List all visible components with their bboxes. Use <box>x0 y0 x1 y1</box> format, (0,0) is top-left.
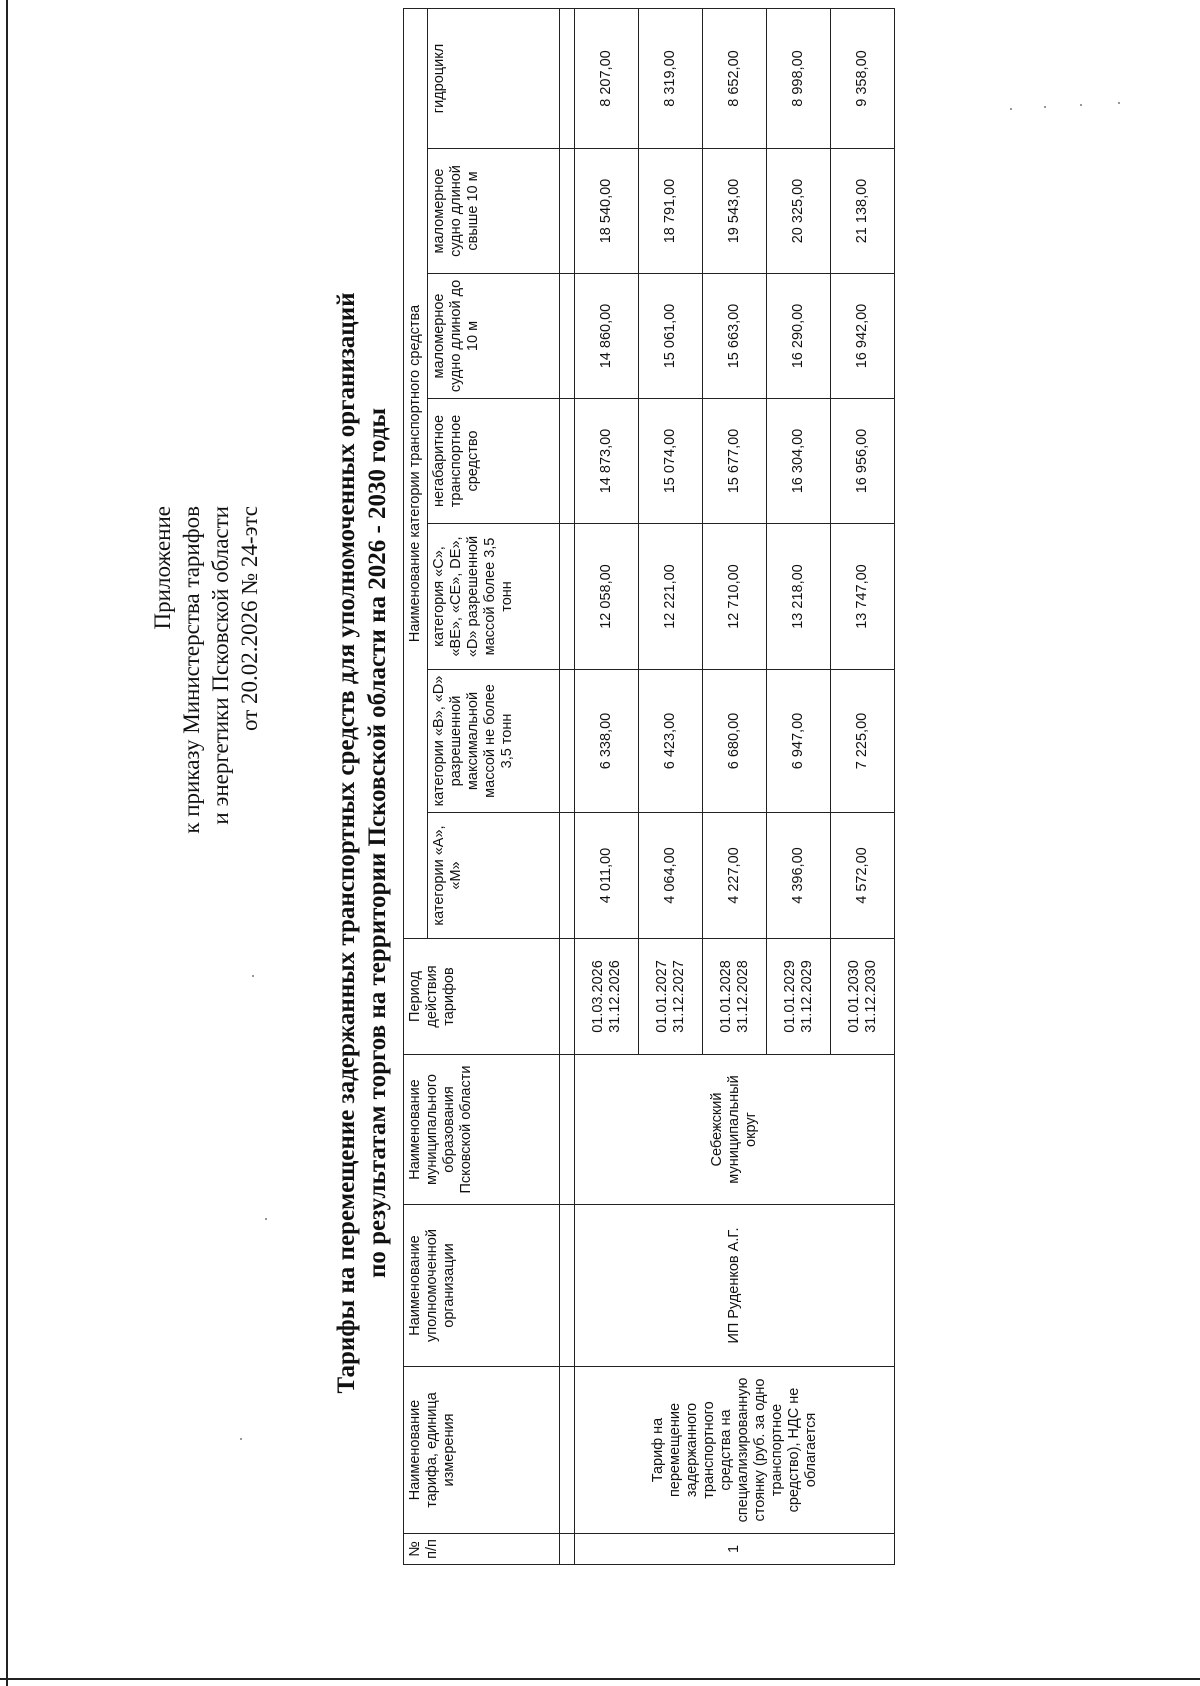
tariff-value: 18 540,00 <box>575 149 639 274</box>
period-start: 01.01.2029 <box>781 960 798 1033</box>
appendix-line-1: Приложение <box>150 506 175 630</box>
period-end: 31.12.2026 <box>606 960 623 1033</box>
period-start: 01.01.2027 <box>653 960 670 1033</box>
tariff-value: 4 064,00 <box>639 813 703 939</box>
tariff-value: 14 873,00 <box>575 399 639 524</box>
tariff-value: 12 221,00 <box>639 524 703 670</box>
tariff-value: 7 225,00 <box>831 670 895 813</box>
row-municipality: Себежский муниципальный округ <box>575 1055 895 1205</box>
tariff-value: 16 956,00 <box>831 399 895 524</box>
tariff-value: 8 998,00 <box>767 9 831 149</box>
tariff-value: 15 061,00 <box>639 274 703 399</box>
tariff-value: 14 860,00 <box>575 274 639 399</box>
period-start: 01.01.2028 <box>717 960 734 1033</box>
scan-speck <box>265 1218 267 1220</box>
header-period: Период действия тарифов <box>404 939 560 1055</box>
tariff-value: 8 207,00 <box>575 9 639 149</box>
header-category-oversized: негабаритное транспортное средство <box>428 399 560 524</box>
tariff-value: 13 747,00 <box>831 524 895 670</box>
scan-speck <box>1010 108 1012 110</box>
tariff-value: 20 325,00 <box>767 149 831 274</box>
tariff-value: 12 058,00 <box>575 524 639 670</box>
header-organization: Наименование уполномоченной организации <box>404 1205 560 1367</box>
tariff-value: 4 227,00 <box>703 813 767 939</box>
table-row <box>575 9 639 1565</box>
appendix-line-4: от 20.02.2026 № 24-этс <box>237 506 262 732</box>
tariff-value: 9 358,00 <box>831 9 895 149</box>
tariff-value: 8 319,00 <box>639 9 703 149</box>
header-category-jet-ski: гидроцикл <box>428 9 560 149</box>
table-spacer-row <box>560 9 575 1565</box>
tariff-value: 6 338,00 <box>575 670 639 813</box>
header-category-small-boat-over-10m: маломерное судно длиной свыше 10 м <box>428 149 560 274</box>
tariff-value: 19 543,00 <box>703 149 767 274</box>
tariff-value: 4 011,00 <box>575 813 639 939</box>
header-category-a-m: категории «А», «М» <box>428 813 560 939</box>
tariff-value: 6 680,00 <box>703 670 767 813</box>
period-end: 31.12.2030 <box>862 960 879 1033</box>
header-categories-group: Наименование категории транспортного средства <box>404 9 428 939</box>
scan-speck <box>1118 102 1120 104</box>
period-cell <box>639 939 703 1055</box>
tariff-value: 18 791,00 <box>639 149 703 274</box>
tariff-value: 16 942,00 <box>831 274 895 399</box>
row-tariff-name: Тариф на перемещение задержанного транспортного средства на специализированную стоянку (руб. за одно транспортное средство), НДС не облагается <box>575 1367 895 1534</box>
header-municipality: Наименование муниципального образования Псковской области <box>404 1055 560 1205</box>
tariff-value: 6 423,00 <box>639 670 703 813</box>
tariff-value: 6 947,00 <box>767 670 831 813</box>
tariff-value: 15 074,00 <box>639 399 703 524</box>
period-end: 31.12.2027 <box>670 960 687 1033</box>
tariffs-table <box>403 8 895 1565</box>
period-cell <box>575 939 639 1055</box>
appendix-line-2: к приказу Министерства тарифов <box>179 506 204 834</box>
scan-speck <box>240 1438 242 1440</box>
header-num: № п/п <box>404 1534 560 1565</box>
scan-speck <box>1044 106 1046 108</box>
header-category-c: категория «С», «ВЕ», «СЕ», DЕ», «D» разрешенной массой более 3,5 тонн <box>428 524 560 670</box>
period-end: 31.12.2028 <box>734 960 751 1033</box>
scan-speck <box>1080 104 1082 106</box>
tariff-value: 15 677,00 <box>703 399 767 524</box>
tariff-value: 16 290,00 <box>767 274 831 399</box>
tariff-value: 15 663,00 <box>703 274 767 399</box>
scan-speck <box>252 975 254 977</box>
document-title-line-1: Тарифы на перемещение задержанных транспортных средств для уполномоченных организаций <box>333 292 360 1394</box>
period-cell <box>767 939 831 1055</box>
period-start: 01.03.2026 <box>589 960 606 1033</box>
tariff-value: 13 218,00 <box>767 524 831 670</box>
tariff-value: 21 138,00 <box>831 149 895 274</box>
header-category-small-boat-up-to-10m: маломерное судно длиной до 10 м <box>428 274 560 399</box>
header-tariff: Наименование тарифа, единица измерения <box>404 1367 560 1534</box>
tariff-value: 12 710,00 <box>703 524 767 670</box>
period-cell <box>703 939 767 1055</box>
tariff-value: 8 652,00 <box>703 9 767 149</box>
tariff-value: 16 304,00 <box>767 399 831 524</box>
period-cell <box>831 939 895 1055</box>
document-title-line-2: по результатам торгов на территории Псковской области на 2026 - 2030 годы <box>364 408 391 1278</box>
period-start: 01.01.2030 <box>845 960 862 1033</box>
tariff-value: 4 572,00 <box>831 813 895 939</box>
row-organization: ИП Руденков А.Г. <box>575 1205 895 1367</box>
header-category-b-d: категории «В», «D» разрешенной максимальной массой не более 3,5 тонн <box>428 670 560 813</box>
row-number: 1 <box>575 1534 895 1565</box>
appendix-line-3: и энергетики Псковской области <box>208 506 233 825</box>
tariff-value: 4 396,00 <box>767 813 831 939</box>
period-end: 31.12.2029 <box>798 960 815 1033</box>
